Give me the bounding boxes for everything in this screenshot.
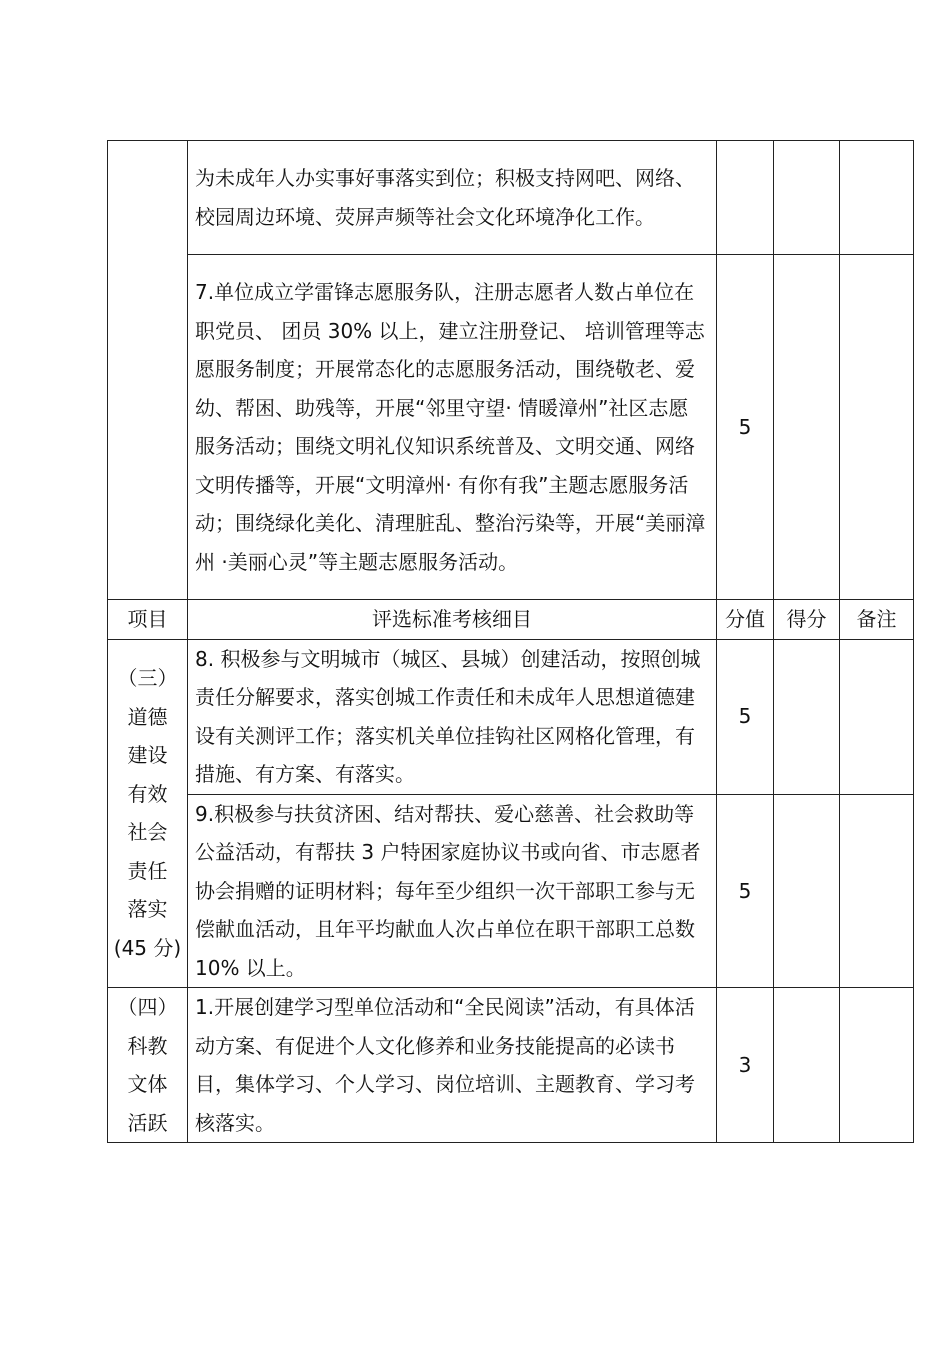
criteria-cell: 为未成年人办实事好事落实到位；积极支持网吧、网络、校园周边环境、荧屏声频等社会文化环境净化工作。 <box>188 141 717 255</box>
table-row <box>108 794 914 988</box>
section-line: 科教 <box>127 1033 168 1058</box>
points-cell: 5 <box>717 255 774 600</box>
score-cell <box>774 141 840 255</box>
section-line: (45 分) <box>113 935 182 960</box>
section-line: 落实 <box>127 897 168 922</box>
header-criteria: 评选标准考核细目 <box>188 600 717 640</box>
section-cell-culture <box>108 988 188 1143</box>
section-line: 有效 <box>127 781 168 806</box>
section-cell-moral <box>108 639 188 988</box>
score-cell <box>774 639 840 794</box>
header-item: 项目 <box>108 600 188 640</box>
header-points: 分值 <box>717 600 774 640</box>
remark-cell <box>840 639 914 794</box>
score-cell <box>774 988 840 1143</box>
points-cell: 3 <box>717 988 774 1143</box>
points-cell <box>717 141 774 255</box>
section-line: （四） <box>117 995 178 1019</box>
header-score: 得分 <box>774 600 840 640</box>
criteria-cell: 7.单位成立学雷锋志愿服务队，注册志愿者人数占单位在职党员、 团员 30% 以上，建立注册登记、 培训管理等志愿服务制度；开展常态化的志愿服务活动，围绕敬老、爱幼、帮困、助残等，开展“邻里守望· 情暖漳州”社区志愿服务活动；围绕文明礼仪知识系统普及、文明交通、网络文明传播等，开展“文明漳州· 有你有我”主题志愿服务活动；围绕绿化美化、清理脏乱、整治污染等，开展“美丽漳州 ·美丽心灵”等主题志愿服务活动。 <box>188 255 717 600</box>
section-line: 文体 <box>127 1072 168 1096</box>
section-line: 活跃 <box>127 1110 168 1135</box>
section-line: 建设 <box>127 743 168 768</box>
section-line: 社会 <box>127 820 168 845</box>
remark-cell <box>840 141 914 255</box>
header-row <box>108 600 914 640</box>
item-cell-empty <box>108 141 188 600</box>
score-cell <box>774 794 840 988</box>
table-row <box>108 255 914 600</box>
remark-cell <box>840 794 914 988</box>
remark-cell <box>840 255 914 600</box>
evaluation-table <box>107 140 914 1143</box>
criteria-cell: 1.开展创建学习型单位活动和“全民阅读”活动，有具体活动方案、有促进个人文化修养和业务技能提高的必读书目，集体学习、个人学习、岗位培训、主题教育、学习考核落实。 <box>188 988 717 1143</box>
section-line: （三） <box>117 666 178 691</box>
score-cell <box>774 255 840 600</box>
header-remark: 备注 <box>840 600 914 640</box>
table-row <box>108 639 914 794</box>
points-cell: 5 <box>717 639 774 794</box>
table-row <box>108 988 914 1143</box>
criteria-cell: 8. 积极参与文明城市（城区、县城）创建活动，按照创城责任分解要求，落实创城工作责任和未成年人思想道德建设有关测评工作；落实机关单位挂钩社区网格化管理，有措施、有方案、有落实。 <box>188 639 717 794</box>
criteria-cell: 9.积极参与扶贫济困、结对帮扶、爱心慈善、社会救助等公益活动，有帮扶 3 户特困家庭协议书或向省、市志愿者协会捐赠的证明材料；每年至少组织一次干部职工参与无偿献血活动，且年平均献血人次占单位在职干部职工总数 10% 以上。 <box>188 794 717 988</box>
section-line: 责任 <box>127 858 168 883</box>
remark-cell <box>840 988 914 1143</box>
section-line: 道德 <box>127 704 168 729</box>
points-cell: 5 <box>717 794 774 988</box>
table-row <box>108 141 914 255</box>
